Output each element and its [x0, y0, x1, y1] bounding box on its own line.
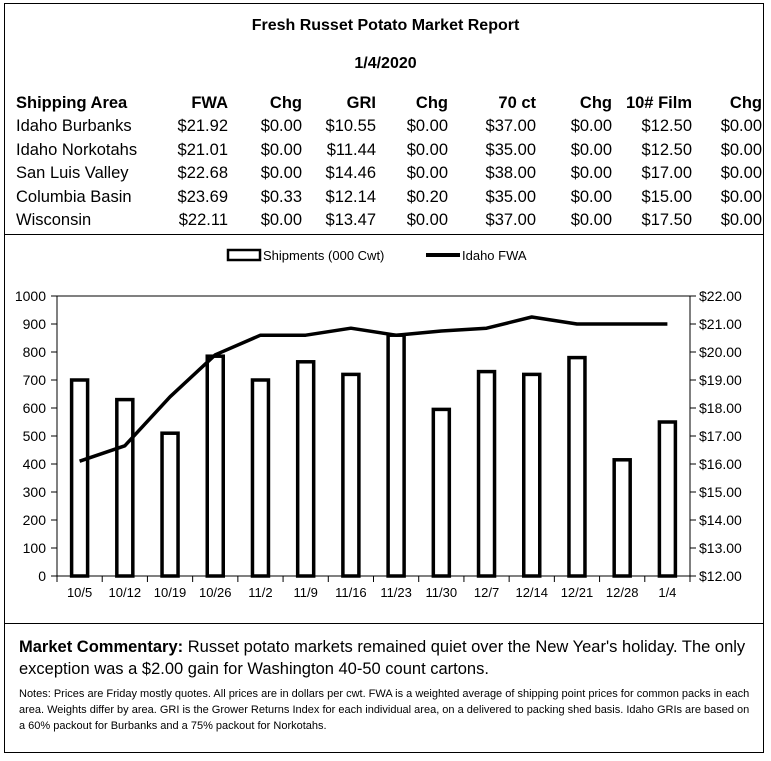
70ct-value: $35.00: [485, 187, 536, 206]
header-10-film: 10# Film: [625, 93, 692, 112]
x-axis-tick-label: 12/28: [605, 585, 639, 600]
chg-value: $0.20: [406, 187, 448, 206]
left-axis-tick-label: 100: [22, 540, 46, 556]
x-axis-tick-label: 12/7: [473, 585, 500, 600]
70ct-value: $38.00: [485, 164, 536, 183]
right-axis-tick-label: $22.00: [699, 288, 742, 304]
right-axis-tick-label: $17.00: [699, 428, 742, 444]
chg-value: $0.00: [720, 140, 762, 159]
film-value: $17.00: [641, 164, 692, 183]
fwa-value: $21.92: [177, 117, 228, 136]
chg-value: $0.00: [570, 187, 612, 206]
shipments-bar: [659, 422, 675, 576]
chg-value: $0.00: [260, 117, 302, 136]
right-axis-tick-label: $15.00: [699, 484, 742, 500]
chg-value: $0.00: [720, 117, 762, 136]
shipments-bar: [252, 380, 268, 576]
gri-value: $11.44: [326, 140, 376, 159]
chg-value: $0.33: [260, 187, 302, 206]
fwa-value: $22.68: [177, 164, 228, 183]
legend-shipments-label: Shipments (000 Cwt): [263, 248, 385, 263]
left-axis-tick-label: 900: [22, 316, 46, 332]
fwa-value: $21.01: [177, 140, 228, 159]
chg-value: $0.00: [260, 211, 302, 230]
header-fwa: FWA: [191, 93, 228, 112]
header-70ct: 70 ct: [498, 93, 536, 112]
legend-idaho-fwa-label: Idaho FWA: [462, 248, 527, 263]
left-axis-tick-label: 1000: [14, 288, 46, 304]
shipments-bar: [614, 460, 630, 576]
header-gri: GRI: [346, 93, 376, 112]
chg-value: $0.00: [406, 164, 448, 183]
shipments-bar: [479, 372, 495, 576]
chg-value: $0.00: [570, 164, 612, 183]
shipments-bar: [298, 362, 314, 576]
x-axis-tick-label: 1/4: [658, 585, 677, 600]
right-axis-tick-label: $19.00: [699, 372, 742, 388]
header-chg: Chg: [415, 93, 448, 112]
left-axis-tick-label: 300: [22, 484, 46, 500]
chg-value: $0.00: [260, 164, 302, 183]
chg-value: $0.00: [570, 211, 612, 230]
plot-area: [15, 288, 742, 600]
x-axis-tick-label: 12/21: [560, 585, 594, 600]
right-axis-tick-label: $14.00: [699, 512, 742, 528]
report-title: Fresh Russet Potato Market Report: [251, 17, 520, 34]
shipments-bar: [524, 374, 540, 576]
x-axis-tick-label: 10/5: [66, 585, 93, 600]
gri-value: $13.47: [325, 211, 376, 230]
shipments-bar: [569, 358, 585, 576]
gri-value: $12.14: [325, 187, 376, 206]
chg-value: $0.00: [406, 211, 448, 230]
left-axis-tick-label: 800: [22, 344, 46, 360]
chg-value: $0.00: [406, 140, 448, 159]
fwa-value: $22.11: [178, 211, 228, 230]
film-value: $12.50: [641, 140, 692, 159]
report-date: 1/4/2020: [354, 55, 417, 72]
x-axis-tick-label: 12/14: [515, 585, 549, 600]
x-axis-tick-label: 11/30: [425, 585, 458, 600]
70ct-value: $37.00: [485, 117, 536, 136]
header-chg: Chg: [729, 93, 762, 112]
shipments-bar: [388, 335, 404, 576]
x-axis-tick-label: 11/2: [248, 585, 273, 600]
shipping-area: Columbia Basin: [16, 187, 132, 206]
right-axis-tick-label: $13.00: [699, 540, 742, 556]
legend-shipments-swatch: [228, 250, 260, 260]
x-axis-tick-label: 10/19: [153, 585, 187, 600]
right-axis-tick-label: $21.00: [699, 316, 742, 332]
left-axis-tick-label: 600: [22, 400, 46, 416]
right-axis-tick-label: $20.00: [699, 344, 742, 360]
shipping-area: Wisconsin: [16, 211, 92, 230]
chg-value: $0.00: [260, 140, 302, 159]
fwa-value: $23.69: [177, 187, 228, 206]
x-axis-tick-label: 11/23: [380, 585, 412, 600]
chg-value: $0.00: [720, 211, 762, 230]
chg-value: $0.00: [570, 117, 612, 136]
gri-value: $10.55: [325, 117, 376, 136]
x-axis-tick-label: 11/9: [293, 585, 318, 600]
x-axis-tick-label: 10/26: [198, 585, 232, 600]
shipping-area: Idaho Burbanks: [16, 117, 132, 136]
left-axis-tick-label: 200: [22, 512, 46, 528]
commentary-text: Russet potato markets remained quiet over the New Year's holiday. The only exception was a $2.00 gain for Washington 40-50 count cartons.: [19, 638, 746, 678]
x-axis-tick-label: 10/12: [108, 585, 142, 600]
chg-value: $0.00: [570, 140, 612, 159]
shipments-bar: [117, 400, 133, 576]
shipments-bar: [162, 433, 178, 576]
header-chg: Chg: [269, 93, 302, 112]
chg-value: $0.00: [720, 187, 762, 206]
commentary-label: Market Commentary:: [19, 638, 184, 656]
70ct-value: $37.00: [485, 211, 536, 230]
shipping-area: San Luis Valley: [16, 164, 129, 183]
right-axis-tick-label: $12.00: [699, 568, 742, 584]
x-axis-tick-label: 11/16: [335, 585, 367, 600]
plot-frame: [57, 296, 690, 576]
right-axis-tick-label: $18.00: [699, 400, 742, 416]
film-value: $15.00: [641, 187, 692, 206]
chart-legend: [228, 248, 527, 263]
shipments-bar: [343, 374, 359, 576]
70ct-value: $35.00: [485, 140, 536, 159]
shipping-area: Idaho Norkotahs: [16, 140, 138, 159]
film-value: $17.50: [641, 211, 692, 230]
film-value: $12.50: [641, 117, 692, 136]
report-notes: Notes: Prices are Friday mostly quotes. All prices are in dollars per cwt. FWA is a weighted average of shipping point prices for common packs in each area. Weights differ by area. GRI is the Grower Returns Index for each individual area, on a delivered to packing shed basis. Idaho GRIs are based on a 60% packout for Burbanks and a 75% packout for Norkotahs.: [19, 688, 750, 732]
left-axis-tick-label: 400: [22, 456, 46, 472]
shipments-bar: [207, 356, 223, 576]
left-axis-tick-label: 500: [22, 428, 46, 444]
left-axis-tick-label: 700: [22, 372, 46, 388]
header-chg: Chg: [579, 93, 612, 112]
chg-value: $0.00: [406, 117, 448, 136]
left-axis-tick-label: 0: [38, 568, 46, 584]
shipments-bar: [72, 380, 88, 576]
chg-value: $0.00: [720, 164, 762, 183]
market-commentary: [19, 636, 759, 680]
header-shipping-area: Shipping Area: [16, 93, 128, 112]
gri-value: $14.46: [325, 164, 376, 183]
shipments-bar: [433, 409, 449, 576]
right-axis-tick-label: $16.00: [699, 456, 742, 472]
